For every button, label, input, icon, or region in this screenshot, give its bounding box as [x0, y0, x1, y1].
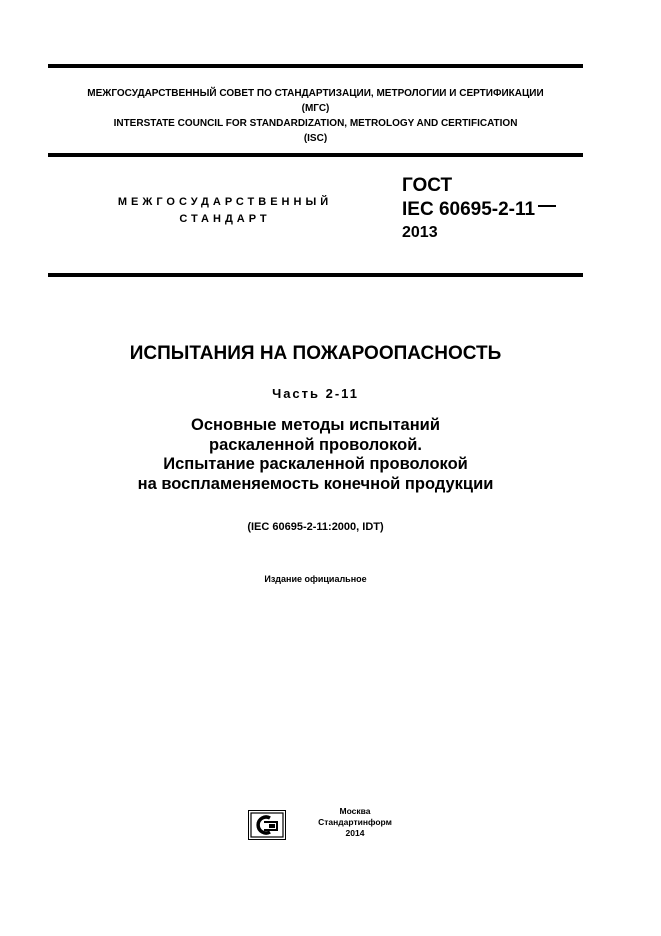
standard-kind-line2: СТАНДАРТ — [179, 213, 271, 225]
council-en-abbr: (ISC) — [303, 133, 328, 144]
gost-year: 2013 — [402, 224, 438, 241]
gost-designation-block — [402, 174, 556, 244]
council-header — [48, 86, 583, 146]
header-rule — [48, 153, 583, 157]
subtitle-line: Основные методы испытаний — [191, 416, 440, 434]
gost-designation: IEC 60695-2-11 — [402, 199, 536, 220]
designation-rule — [48, 273, 583, 277]
publisher-name: Стандартинформ — [318, 817, 392, 827]
publisher-year: 2014 — [345, 828, 365, 838]
publisher-city: Москва — [339, 806, 371, 816]
year-dash — [538, 205, 556, 207]
standard-kind — [80, 194, 370, 228]
subtitle-line: Испытание раскаленной проволокой — [163, 455, 468, 473]
subtitle-line: раскаленной проволокой. — [209, 435, 422, 454]
standard-kind-line1: МЕЖГОСУДАРСТВЕННЫЙ — [117, 196, 333, 208]
subtitle-line: на воспламеняемость конечной продукции — [137, 474, 494, 493]
council-ru-name: МЕЖГОСУДАРСТВЕННЫЙ СОВЕТ ПО СТАНДАРТИЗАЦИИ, МЕТРОЛОГИИ И СЕРТИФИКАЦИИ — [87, 88, 544, 99]
council-en-name: INTERSTATE COUNCIL FOR STANDARDIZATION, METROLOGY AND CERTIFICATION — [113, 118, 518, 129]
edition-note: Издание официальное — [264, 574, 367, 584]
gost-designation-line — [402, 198, 556, 222]
gost-label: ГОСТ — [402, 175, 453, 196]
document-subtitle — [48, 416, 583, 494]
top-rule — [48, 64, 583, 68]
part-number: Часть 2-11 — [272, 386, 359, 401]
publisher-info — [300, 806, 410, 839]
iec-reference: (IEC 60695-2-11:2000, IDT) — [247, 521, 384, 533]
council-ru-abbr: (МГС) — [301, 103, 330, 114]
standartinform-logo-icon — [248, 810, 286, 840]
document-title: ИСПЫТАНИЯ НА ПОЖАРООПАСНОСТЬ — [129, 343, 502, 364]
